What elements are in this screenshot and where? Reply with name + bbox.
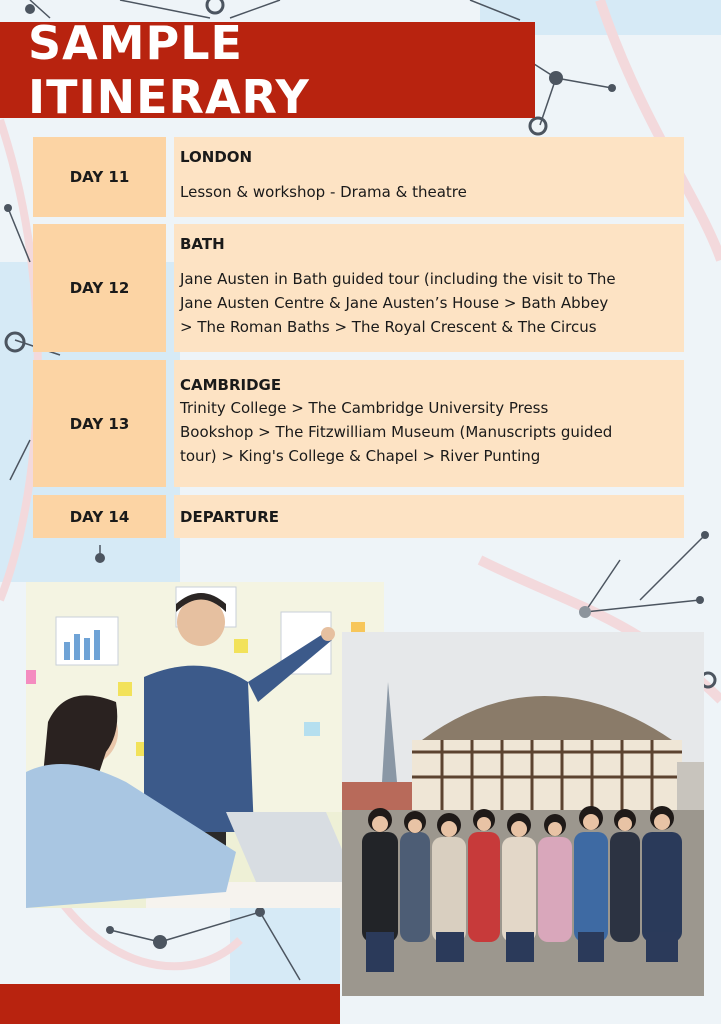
description-line: Jane Austen Centre & Jane Austen’s House > Bath Abbey — [180, 294, 609, 312]
day-label-11: DAY 11 — [33, 137, 166, 217]
place-name: BATH — [180, 235, 225, 253]
place-name: LONDON — [180, 148, 253, 166]
itinerary-row-11 — [174, 137, 684, 217]
title-banner — [0, 16, 535, 124]
description-line: Trinity College > The Cambridge University Press — [180, 399, 549, 417]
description-line: Lesson & workshop - Drama & theatre — [180, 183, 467, 201]
day-label-14: DAY 14 — [33, 495, 166, 538]
group-photo-globe-theatre — [342, 632, 704, 996]
itinerary-row-13 — [174, 360, 684, 487]
itinerary-row-14 — [174, 495, 684, 538]
itinerary-row-12 — [174, 224, 684, 352]
description-line: tour) > King's College & Chapel > River Punting — [180, 447, 541, 465]
place-name: DEPARTURE — [180, 508, 280, 526]
page-title: SAMPLE ITINERARY — [28, 16, 310, 124]
classroom-photo — [26, 582, 384, 908]
description-line: Jane Austen in Bath guided tour (including the visit to The — [180, 270, 616, 288]
description-line: > The Roman Baths > The Royal Crescent & The Circus — [180, 318, 597, 336]
place-name: CAMBRIDGE — [180, 376, 282, 394]
day-label-13: DAY 13 — [33, 360, 166, 487]
day-label-12: DAY 12 — [33, 224, 166, 352]
description-line: Bookshop > The Fitzwilliam Museum (Manuscripts guided — [180, 423, 613, 441]
bottom-accent-bar — [0, 984, 340, 1024]
